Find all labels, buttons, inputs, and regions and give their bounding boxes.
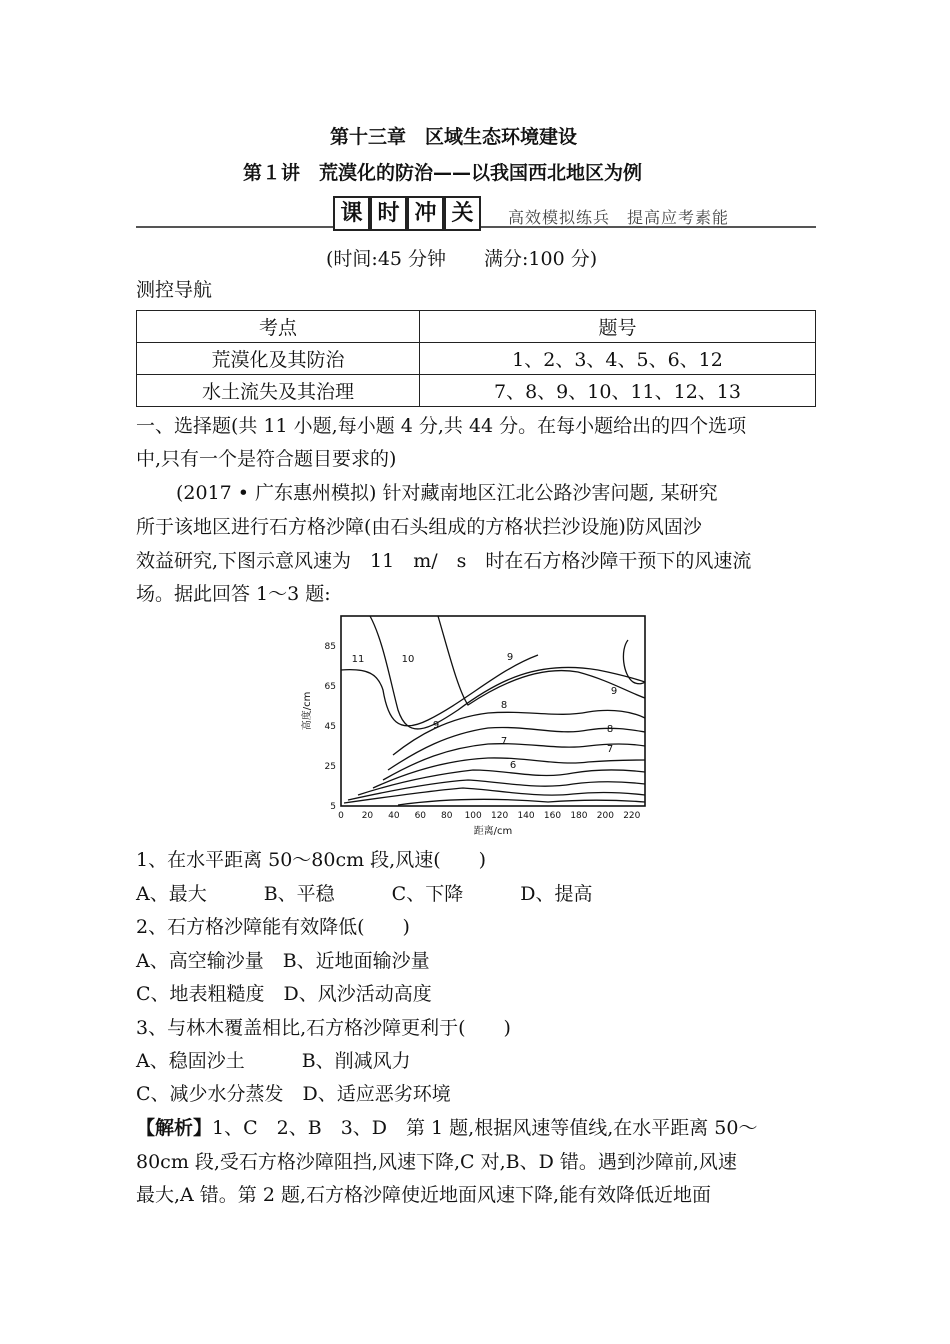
contour-label: 9 <box>432 720 440 731</box>
material-line-3: 效益研究,下图示意风速为 11 m/ s 时在石方格沙障干预下的风速流 <box>136 550 752 572</box>
y-tick-label: 65 <box>324 682 336 692</box>
table-cell-numbers: 1、2、3、4、5、6、12 <box>420 343 816 375</box>
question-3-stem: 3、与林木覆盖相比,石方格沙障更利于( ) <box>136 1017 511 1039</box>
x-tick-label: 40 <box>388 811 400 821</box>
question-2-stem: 2、石方格沙障能有效降低( ) <box>136 916 410 938</box>
table-row <box>137 311 816 343</box>
y-tick-label: 5 <box>330 802 336 812</box>
material-line-2: 所于该地区进行石方格沙障(由石头组成的方格状拦沙设施)防风固沙 <box>136 516 702 538</box>
analysis-line-3: 最大,A 错。第 2 题,石方格沙障使近地面风速下降,能有效降低近地面 <box>136 1184 712 1206</box>
x-tick-label: 180 <box>570 811 588 821</box>
banner-char-4: 关 <box>444 196 481 231</box>
contour-label: 7 <box>606 744 614 755</box>
x-tick-label: 200 <box>596 811 614 821</box>
question-2-options-1: A、高空输沙量 B、近地面输沙量 <box>136 950 430 972</box>
question-1-stem: 1、在水平距离 50～80cm 段,风速( ) <box>136 849 487 871</box>
table-header-topic: 考点 <box>137 311 420 343</box>
material-line-1: (2017 • 广东惠州模拟) 针对藏南地区江北公路沙害问题, 某研究 <box>176 482 718 504</box>
contour-label: 7 <box>500 736 508 747</box>
question-3-options-1: A、稳固沙土 B、削减风力 <box>136 1050 411 1072</box>
x-tick-label: 220 <box>623 811 641 821</box>
contour-label: 6 <box>509 760 517 771</box>
y-tick-label: 45 <box>324 722 336 732</box>
material-line-4: 场。据此回答 1～3 题: <box>136 583 331 605</box>
x-axis-label: 距离/cm <box>473 826 513 837</box>
table-cell-topic: 水土流失及其治理 <box>137 375 420 407</box>
question-2-options-2: C、地表粗糙度 D、风沙活动高度 <box>136 983 432 1005</box>
x-tick-label: 20 <box>361 811 374 821</box>
time-info: (时间:45 分钟 满分:100 分) <box>326 248 598 270</box>
section-line-2: 中,只有一个是符合题目要求的) <box>136 448 397 470</box>
y-axis-label: 高度/cm <box>302 691 313 731</box>
lesson-title: 第１讲 荒漠化的防治——以我国西北地区为例 <box>243 162 643 184</box>
contour-label: 10 <box>401 654 415 665</box>
analysis-text-1: 1、C 2、B 3、D 第 1 题,根据风速等值线,在水平距离 50～ <box>212 1117 758 1139</box>
table-row <box>137 343 816 375</box>
table-header-numbers: 题号 <box>420 311 816 343</box>
nav-heading: 测控导航 <box>136 279 213 301</box>
x-tick-label: 120 <box>491 811 509 821</box>
contour-label: 8 <box>500 700 508 711</box>
x-tick-label: 140 <box>517 811 535 821</box>
chapter-title: 第十三章 区域生态环境建设 <box>330 126 578 148</box>
analysis-line-1 <box>136 1116 757 1140</box>
banner-char-1: 课 <box>333 196 370 231</box>
y-tick-label: 85 <box>324 642 336 652</box>
analysis-label: 【解析】 <box>136 1117 213 1139</box>
question-1-options: A、最大 B、平稳 C、下降 D、提高 <box>136 883 593 905</box>
contour-label: 11 <box>351 654 365 665</box>
table-cell-numbers: 7、8、9、10、11、12、13 <box>420 375 816 407</box>
question-3-options-2: C、减少水分蒸发 D、适应恶劣环境 <box>136 1083 451 1105</box>
banner-char-3: 冲 <box>407 196 444 231</box>
banner-subtitle: 高效模拟练兵 提高应考素能 <box>508 208 730 227</box>
section-line-1: 一、选择题(共 11 小题,每小题 4 分,共 44 分。在每小题给出的四个选项 <box>136 415 747 437</box>
banner-char-2: 时 <box>370 196 407 231</box>
nav-table <box>136 310 816 407</box>
x-tick-label: 160 <box>543 811 562 821</box>
analysis-line-2: 80cm 段,受石方格沙障阻挡,风速下降,C 对,B、D 错。遇到沙障前,风速 <box>136 1151 737 1173</box>
table-row <box>137 375 816 407</box>
x-tick-label: 0 <box>338 811 344 821</box>
table-cell-topic: 荒漠化及其防治 <box>137 343 420 375</box>
wind-speed-contour-chart <box>298 610 658 840</box>
y-tick-label: 25 <box>324 762 336 772</box>
x-tick-label: 100 <box>464 811 482 821</box>
x-tick-label: 80 <box>441 811 453 821</box>
x-tick-label: 60 <box>414 811 427 821</box>
contour-label: 9 <box>506 652 514 663</box>
contour-label: 8 <box>606 724 614 735</box>
contour-label: 9 <box>610 686 618 697</box>
